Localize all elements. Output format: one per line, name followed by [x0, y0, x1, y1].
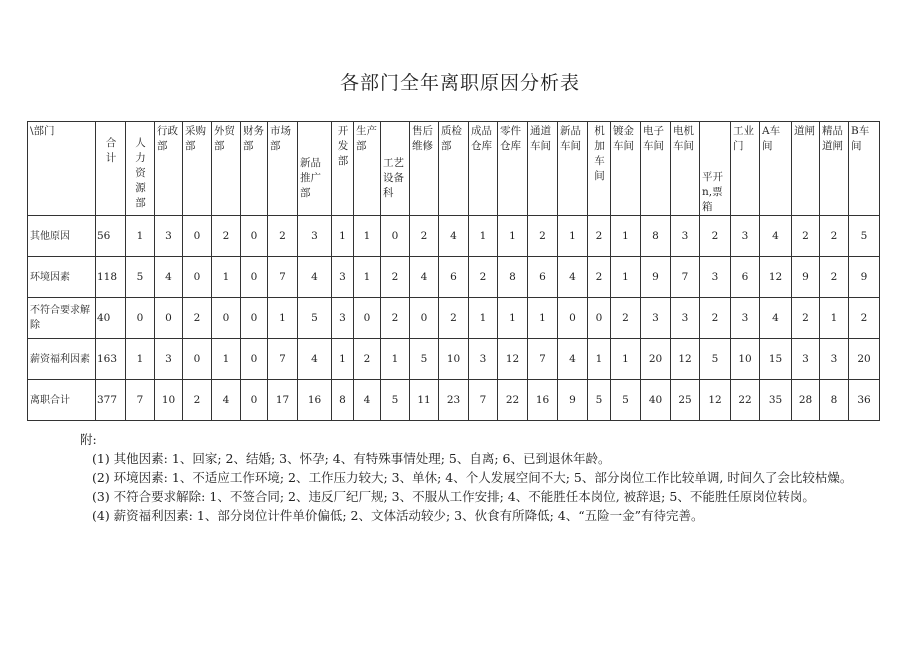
value-cell: 5 [126, 257, 155, 298]
value-cell: 20 [641, 339, 671, 380]
note-item: (1) 其他因素: 1、回家; 2、结婚; 3、怀孕; 4、有特殊事情处理; 5、自离; 6、已到退休年龄。 [92, 451, 611, 466]
value-cell: 15 [760, 339, 792, 380]
value-cell: 20 [849, 339, 880, 380]
value-cell: 2 [588, 216, 611, 257]
column-header: 行政部 [157, 125, 178, 152]
value-cell: 5 [700, 339, 731, 380]
column-header: 镀金车间 [613, 125, 634, 152]
column-header-cell [469, 122, 498, 216]
column-header-cell [183, 122, 212, 216]
column-header-cell [760, 122, 792, 216]
value-cell: 2 [700, 298, 731, 339]
value-cell: 3 [469, 339, 498, 380]
column-header-cell [354, 122, 381, 216]
value-cell: 0 [381, 216, 410, 257]
value-cell: 8 [498, 257, 528, 298]
column-header-cell [611, 122, 641, 216]
value-cell: 7 [268, 257, 298, 298]
value-cell: 0 [241, 257, 268, 298]
value-cell: 5 [588, 380, 611, 421]
value-cell: 5 [410, 339, 439, 380]
value-cell: 35 [760, 380, 792, 421]
value-cell: 3 [155, 216, 183, 257]
value-cell: 16 [528, 380, 558, 421]
column-header-cell [410, 122, 439, 216]
table-row [28, 380, 880, 421]
column-header: 财务部 [243, 125, 264, 152]
column-header-cell [332, 122, 354, 216]
column-header-cell [298, 122, 332, 216]
value-cell: 2 [381, 298, 410, 339]
row-label: 薪资福利因素 [28, 339, 96, 380]
value-cell: 12 [700, 380, 731, 421]
value-cell: 1 [528, 298, 558, 339]
total-cell: 56 [96, 216, 126, 257]
value-cell: 2 [588, 257, 611, 298]
value-cell: 11 [410, 380, 439, 421]
value-cell: 22 [731, 380, 760, 421]
value-cell: 0 [241, 380, 268, 421]
value-cell: 3 [671, 216, 700, 257]
value-cell: 0 [183, 339, 212, 380]
value-cell: 5 [849, 216, 880, 257]
value-cell: 0 [212, 298, 241, 339]
value-cell: 3 [671, 298, 700, 339]
value-cell: 1 [126, 216, 155, 257]
column-header: 新品推广部 [300, 157, 321, 199]
value-cell: 0 [241, 339, 268, 380]
value-cell: 1 [611, 257, 641, 298]
value-cell: 0 [410, 298, 439, 339]
value-cell: 12 [498, 339, 528, 380]
value-cell: 3 [820, 339, 849, 380]
corner-label: \部门 [30, 125, 55, 137]
value-cell: 3 [332, 298, 354, 339]
value-cell: 2 [439, 298, 469, 339]
value-cell: 2 [469, 257, 498, 298]
value-cell: 3 [298, 216, 332, 257]
value-cell: 0 [354, 298, 381, 339]
value-cell: 4 [298, 257, 332, 298]
value-cell: 3 [332, 257, 354, 298]
value-cell: 9 [792, 257, 820, 298]
value-cell: 1 [611, 216, 641, 257]
value-cell: 2 [183, 298, 212, 339]
column-header: 开发部 [337, 125, 349, 167]
column-header: 电子车间 [643, 125, 664, 152]
value-cell: 28 [792, 380, 820, 421]
table-row [28, 298, 880, 339]
column-header: 采购部 [185, 125, 206, 152]
value-cell: 40 [641, 380, 671, 421]
row-label: 离职合计 [28, 380, 96, 421]
column-header-cell [498, 122, 528, 216]
value-cell: 25 [671, 380, 700, 421]
column-header-cell [641, 122, 671, 216]
value-cell: 5 [298, 298, 332, 339]
value-cell: 1 [332, 339, 354, 380]
value-cell: 1 [354, 216, 381, 257]
row-label: 不符合要求解除 [28, 298, 96, 339]
column-header: 市场部 [270, 125, 291, 152]
column-header: 成品仓库 [471, 125, 492, 152]
column-header: 电机车间 [673, 125, 694, 152]
value-cell: 4 [354, 380, 381, 421]
value-cell: 0 [588, 298, 611, 339]
column-header-cell [588, 122, 611, 216]
value-cell: 4 [155, 257, 183, 298]
value-cell: 7 [126, 380, 155, 421]
column-header: 合计 [105, 137, 117, 164]
value-cell: 1 [820, 298, 849, 339]
corner-header-cell [28, 122, 96, 216]
total-cell: 377 [96, 380, 126, 421]
column-header: A车间 [762, 125, 781, 152]
value-cell: 0 [241, 298, 268, 339]
value-cell: 2 [381, 257, 410, 298]
table-row [28, 339, 880, 380]
value-cell: 1 [588, 339, 611, 380]
value-cell: 2 [700, 216, 731, 257]
column-header-cell [155, 122, 183, 216]
column-header-cell [126, 122, 155, 216]
column-header: B车间 [851, 125, 870, 152]
value-cell: 1 [354, 257, 381, 298]
value-cell: 10 [155, 380, 183, 421]
column-header: 零件仓库 [500, 125, 521, 152]
value-cell: 4 [298, 339, 332, 380]
value-cell: 7 [528, 339, 558, 380]
value-cell: 0 [241, 216, 268, 257]
note-item: (3) 不符合要求解除: 1、不签合同; 2、违反厂纪厂规; 3、不服从工作安排; 4、不能胜任本岗位, 被辞退; 5、不能胜任原岗位转岗。 [92, 489, 815, 504]
value-cell: 0 [183, 216, 212, 257]
value-cell: 0 [183, 257, 212, 298]
value-cell: 3 [731, 216, 760, 257]
value-cell: 1 [498, 298, 528, 339]
value-cell: 36 [849, 380, 880, 421]
value-cell: 3 [641, 298, 671, 339]
value-cell: 16 [298, 380, 332, 421]
column-header-cell [96, 122, 126, 216]
value-cell: 0 [558, 298, 588, 339]
notes-heading: 附: [80, 432, 97, 447]
value-cell: 3 [792, 339, 820, 380]
column-header: 工业门 [733, 125, 754, 152]
value-cell: 2 [268, 216, 298, 257]
value-cell: 4 [212, 380, 241, 421]
value-cell: 7 [268, 339, 298, 380]
value-cell: 6 [528, 257, 558, 298]
column-header: 精品道闸 [822, 125, 843, 152]
value-cell: 4 [760, 216, 792, 257]
value-cell: 0 [155, 298, 183, 339]
column-header: 工艺设备科 [383, 157, 404, 199]
value-cell: 4 [558, 339, 588, 380]
value-cell: 6 [731, 257, 760, 298]
row-label: 环境因素 [28, 257, 96, 298]
value-cell: 4 [760, 298, 792, 339]
table-row [28, 216, 880, 257]
total-cell: 163 [96, 339, 126, 380]
value-cell: 3 [155, 339, 183, 380]
column-header-cell [268, 122, 298, 216]
value-cell: 2 [528, 216, 558, 257]
column-header-cell [558, 122, 588, 216]
value-cell: 3 [731, 298, 760, 339]
value-cell: 2 [410, 216, 439, 257]
value-cell: 1 [381, 339, 410, 380]
value-cell: 7 [671, 257, 700, 298]
value-cell: 9 [849, 257, 880, 298]
column-header: 道闸 [794, 125, 815, 137]
column-header: 外贸部 [214, 125, 235, 152]
value-cell: 12 [760, 257, 792, 298]
note-item: (4) 薪资福利因素: 1、部分岗位计件单价偏低; 2、文体活动较少; 3、伙食有所降低; 4、“五险一金”有待完善。 [92, 508, 704, 523]
total-cell: 40 [96, 298, 126, 339]
value-cell: 1 [126, 339, 155, 380]
value-cell: 5 [611, 380, 641, 421]
column-header-cell [528, 122, 558, 216]
value-cell: 9 [558, 380, 588, 421]
value-cell: 5 [381, 380, 410, 421]
value-cell: 4 [410, 257, 439, 298]
value-cell: 8 [820, 380, 849, 421]
column-header: 新品车间 [560, 125, 581, 152]
notes-section [80, 430, 880, 525]
column-header-cell [792, 122, 820, 216]
column-header: 人力资源部 [135, 137, 146, 209]
value-cell: 2 [183, 380, 212, 421]
value-cell: 1 [332, 216, 354, 257]
column-header: 质检部 [441, 125, 462, 152]
value-cell: 2 [820, 257, 849, 298]
column-header-cell [700, 122, 731, 216]
column-header: 生产部 [356, 125, 377, 152]
value-cell: 23 [439, 380, 469, 421]
value-cell: 4 [439, 216, 469, 257]
column-header-cell [820, 122, 849, 216]
value-cell: 2 [849, 298, 880, 339]
value-cell: 4 [558, 257, 588, 298]
value-cell: 2 [354, 339, 381, 380]
value-cell: 10 [731, 339, 760, 380]
column-header: 平开n,票箱 [702, 171, 723, 213]
column-header-cell [439, 122, 469, 216]
value-cell: 7 [469, 380, 498, 421]
row-label: 其他原因 [28, 216, 96, 257]
value-cell: 22 [498, 380, 528, 421]
header-row [28, 122, 880, 216]
value-cell: 3 [700, 257, 731, 298]
value-cell: 6 [439, 257, 469, 298]
value-cell: 1 [498, 216, 528, 257]
value-cell: 1 [212, 339, 241, 380]
value-cell: 2 [792, 298, 820, 339]
page-title: 各部门全年离职原因分析表 [339, 72, 580, 94]
value-cell: 9 [641, 257, 671, 298]
value-cell: 1 [469, 298, 498, 339]
value-cell: 17 [268, 380, 298, 421]
value-cell: 2 [820, 216, 849, 257]
value-cell: 1 [611, 339, 641, 380]
value-cell: 0 [126, 298, 155, 339]
column-header-cell [241, 122, 268, 216]
value-cell: 1 [268, 298, 298, 339]
column-header-cell [731, 122, 760, 216]
value-cell: 1 [558, 216, 588, 257]
value-cell: 10 [439, 339, 469, 380]
value-cell: 8 [332, 380, 354, 421]
column-header: 机加车间 [594, 125, 605, 182]
note-item: (2) 环境因素: 1、不适应工作环境; 2、工作压力较大; 3、单休; 4、个人发展空间不大; 5、部分岗位工作比较单调, 时间久了会比较枯燥。 [92, 470, 853, 485]
value-cell: 8 [641, 216, 671, 257]
column-header: 通道车间 [530, 125, 551, 152]
value-cell: 1 [212, 257, 241, 298]
resignation-table [27, 121, 880, 421]
value-cell: 2 [611, 298, 641, 339]
value-cell: 1 [469, 216, 498, 257]
column-header-cell [849, 122, 880, 216]
column-header-cell [671, 122, 700, 216]
value-cell: 2 [792, 216, 820, 257]
column-header-cell [381, 122, 410, 216]
table-row [28, 257, 880, 298]
column-header: 售后维修 [412, 125, 433, 152]
total-cell: 118 [96, 257, 126, 298]
value-cell: 12 [671, 339, 700, 380]
column-header-cell [212, 122, 241, 216]
value-cell: 2 [212, 216, 241, 257]
